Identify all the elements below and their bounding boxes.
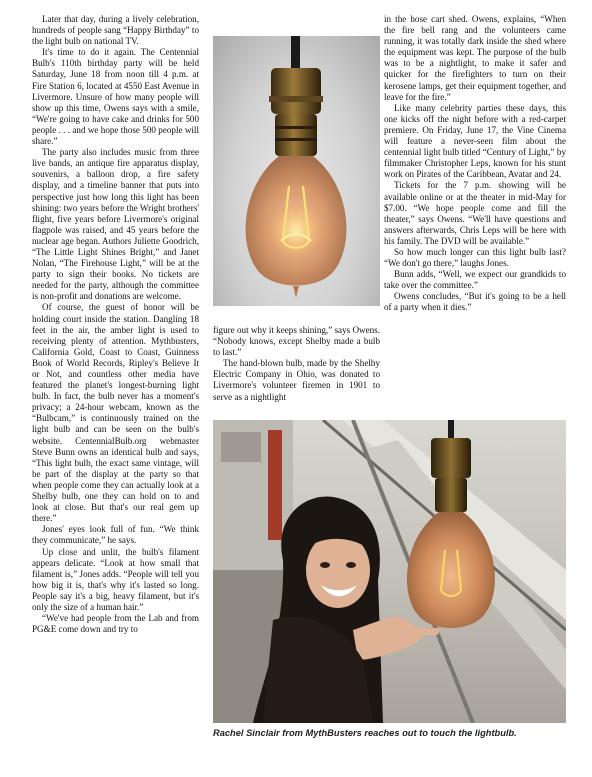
paragraph: Bunn adds, “Well, we expect our grandkids to take over the committee.”: [384, 269, 566, 291]
article-column-left: [32, 14, 199, 754]
paragraph: The party also includes music from three live bands, an antique fire apparatus display, souvenirs, a balloon drop, a fire safety display, and a timeline banner that puts into perspective just how long this light has been shining: two years before the Wright brothers' flight, five years before Livermore's original flagpole was raised, and 45 years before the nuclear age began. Authors Juliette Goodrich, “The Little Light Shines Bright,” and Janet Nolan, “The Firehouse Light,” will be at the party to sign their books. No tickets are needed for the party, although the committee is non-profit and donations are welcome.: [32, 147, 199, 302]
paragraph: The hand-blown bulb, made by the Shelby Electric Company in Ohio, was donated to Livermore's volunteer firemen in 1901 to serve as a nightlight: [213, 358, 380, 402]
article-column-middle: [213, 325, 380, 403]
paragraph: Up close and unlit, the bulb's filament appears delicate. “Look at how small that filament is,” Jones adds. “People will tell you how big it is, that's why it's lasted so long. People say it's a big, heavy filament, but it's only the size of a human hair.”: [32, 546, 199, 612]
light-bulb-icon: [213, 36, 380, 306]
person-pointing-at-bulb-photo: [213, 420, 566, 723]
paragraph: So how much longer can this light bulb last? “We don't go there,” laughs Jones.: [384, 246, 566, 269]
paragraph: Owens concludes, “But it's going to be a hell of a party when it dies.”: [384, 291, 566, 313]
paragraph: figure out why it keeps shining,” says Owens. “Nobody knows, except Shelby made a bulb to last.”: [213, 325, 380, 358]
person-with-bulb-icon: [213, 420, 566, 723]
paragraph: “We've had people from the Lab and from PG&E come down and try to: [32, 613, 199, 635]
paragraph: Tickets for the 7 p.m. showing will be available online or at the theater in mid-May for $7.00. “We hope people come and fill the theater,” says Owens. “We'll have questions and answers afterwards, Chris Leps will be here with his family. The DVD will be available.”: [384, 180, 566, 246]
article-column-right: [384, 14, 566, 314]
paragraph: in the hose cart shed. Owens, explains, “When the fire bell rang and the volunteers came running, it was totally dark inside the shed where the equipment was kept. The purpose of the bulb was to be a nightlight, to make it safer and quicker for the firefighters to turn on their kerosene lamps, get their equipment together, and leave for the fire.”: [384, 14, 566, 102]
paragraph: It's time to do it again. The Centennial Bulb's 110th birthday party will be held Saturday, June 18 from noon till 4 p.m. at Fire Station 6, located at 4550 East Avenue in Livermore. Unsure of how many people will show up this time, Owens says with a smile, “We're going to have cake and drinks for 500 people . . . and we hope those 500 people will share.”: [32, 47, 199, 147]
light-bulb-photo: [213, 36, 380, 306]
paragraph: Later that day, during a lively celebration, hundreds of people sang “Happy Birthday” to the light bulb on national TV.: [32, 14, 199, 47]
paragraph: Like many celebrity parties these days, this one kicks off the night before with a red-carpet premiere. On Friday, June 17, the Vine Cinema will feature a never-seen film about the centennial light bulb titled “Century of Light,” by filmmaker Christopher Leps, known for his stunt work on Pirates of the Caribbean, Avatar and 24.: [384, 102, 566, 180]
paragraph: Of course, the guest of honor will be holding court inside the station. Dangling 18 feet in the air, the amber light is used to receiving plenty of attention. Mythbusters, California Gold, Coast to Coast, Guinness Book of World Records, Ripley's Believe It or Not, and countless other media have featured the planet's longest-burning light bulb. In fact, the bulb never has a moment's privacy; a 24-hour webcam, known as the “Bulbcam,” is continuously trained on the light bulb and can be seen on the bulb's website. CentennialBulb.org webmaster Steve Bunn owns an identical bulb and says, “This light bulb, the exact same vintage, will be part of the display at the party so that when people come they can actually look at a Shelby bulb, one they can hold on to and look at close. But that's our real gem up there.”: [32, 302, 199, 524]
photo-caption: Rachel Sinclair from MythBusters reaches out to touch the lightbulb.: [213, 728, 517, 738]
paragraph: Jones' eyes look full of fun. “We think they communicate,” he says.: [32, 524, 199, 546]
